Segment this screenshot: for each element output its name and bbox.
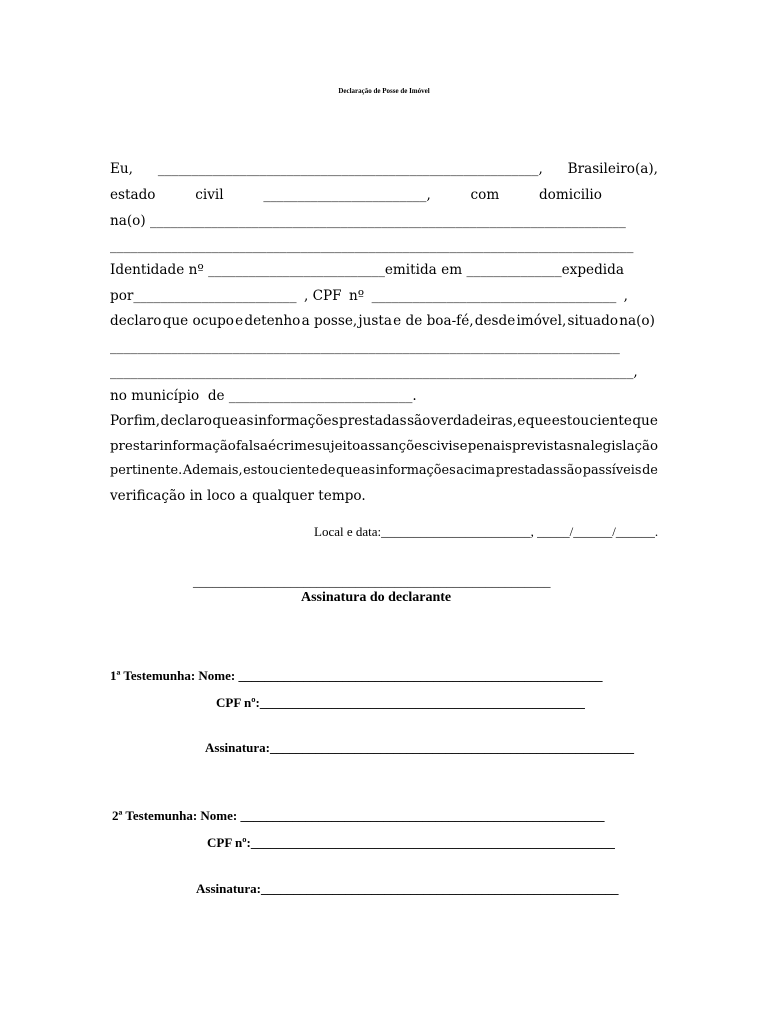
body-line-6 <box>110 290 628 304</box>
local-and-date: Local e data:_______________________, _____/______/______. <box>314 524 659 539</box>
signature-label: Assinatura do declarante <box>301 590 452 605</box>
word: ________________________________________________________, <box>157 161 543 177</box>
word: as <box>360 439 376 454</box>
word: e <box>235 313 244 329</box>
word: ________________________, <box>263 187 431 203</box>
body-line-3: na(o) ______________________________________________________________________ <box>110 213 626 229</box>
word: as <box>360 463 376 478</box>
body-line-12 <box>110 440 658 453</box>
word: Brasileiro(a), <box>567 161 658 177</box>
body-line-5 <box>110 264 624 278</box>
witness1-name: 1ª Testemunha: Nome: ________________________________________________________ <box>110 668 603 683</box>
word: nº <box>188 262 204 278</box>
body-line-4: _____________________________________________________________________________ <box>110 238 634 254</box>
body-line-2 <box>110 189 602 203</box>
word: estado <box>110 187 156 203</box>
word: ______________expedida <box>466 262 624 278</box>
word: informação <box>159 439 236 454</box>
word: e <box>459 439 468 454</box>
word: nº <box>348 288 365 304</box>
word: desde <box>474 313 516 329</box>
witness2-name: 2ª Testemunha: Nome: ________________________________________________________ <box>112 808 605 823</box>
body-line-7 <box>110 315 655 329</box>
word: de <box>642 463 658 478</box>
word: __________________________emitida <box>208 262 437 278</box>
word: declaro <box>160 413 212 429</box>
word: a posse, <box>301 313 358 329</box>
word: informações <box>253 413 339 429</box>
word: Por <box>110 413 134 429</box>
word: que <box>212 413 238 429</box>
word: ____________________________________ <box>371 288 617 304</box>
word: sujeito <box>315 439 361 454</box>
word: na <box>573 439 591 454</box>
word: sanções <box>375 439 429 454</box>
word: e <box>517 413 526 429</box>
signature-line: _______________________________________________________ <box>193 574 551 589</box>
word: imóvel, <box>516 313 567 329</box>
word: é <box>268 439 277 454</box>
word: crime <box>276 439 315 454</box>
body-line-10: no município de ___________________________. <box>110 388 417 404</box>
word: em <box>441 262 463 278</box>
word: declaro <box>110 313 162 329</box>
word: de <box>319 463 336 478</box>
witness2-signature: Assinatura:_______________________________________________________ <box>196 881 619 896</box>
word: falsa <box>235 439 268 454</box>
body-line-11 <box>110 415 658 429</box>
word: Identidade <box>110 262 185 278</box>
word: domicilio <box>538 187 602 203</box>
word: penais <box>467 439 512 454</box>
word: prestadas <box>339 413 407 429</box>
word: ciente <box>589 413 632 429</box>
word: detenho <box>244 313 301 329</box>
word: informações <box>375 463 456 478</box>
body-line-14: verificação in loco a qualquer tempo. <box>110 488 366 504</box>
word: prestadas <box>495 463 560 478</box>
word: as <box>238 413 254 429</box>
word: estou <box>551 413 590 429</box>
word: com <box>470 187 500 203</box>
witness2-cpf: CPF nº:________________________________________________________ <box>207 835 615 850</box>
word: que ocupo <box>162 313 234 329</box>
word: acima <box>456 463 496 478</box>
word: legislação <box>590 439 658 454</box>
word: pertinente. <box>110 463 183 478</box>
word: situado <box>567 313 619 329</box>
word: justa <box>358 313 392 329</box>
word: são <box>560 463 583 478</box>
word: e de boa-fé, <box>393 313 474 329</box>
word: por________________________ <box>110 288 297 304</box>
word: que <box>632 413 658 429</box>
body-line-8: ___________________________________________________________________________ <box>110 339 620 355</box>
witness1-signature: Assinatura:________________________________________________________ <box>205 740 635 755</box>
word: prestar <box>110 439 160 454</box>
document-title: Declaração de Posse de Imóvel <box>338 87 430 95</box>
word: , CPF <box>303 288 342 304</box>
word: na(o) <box>619 313 655 329</box>
word: que <box>525 413 552 429</box>
body-line-13 <box>110 465 658 478</box>
word: estou <box>243 463 279 478</box>
word: fim, <box>133 413 161 429</box>
word: passíveis <box>582 463 642 478</box>
body-line-9: _____________________________________________________________________________, <box>110 364 638 380</box>
word: , <box>623 288 628 304</box>
word: Eu, <box>110 161 133 177</box>
word: que <box>336 463 361 478</box>
word: ciente <box>279 463 320 478</box>
body-line-1 <box>110 163 658 177</box>
word: civil <box>195 187 224 203</box>
word: são <box>407 413 431 429</box>
word: previstas <box>511 439 574 454</box>
word: Ademais, <box>182 463 243 478</box>
word: verdadeiras, <box>430 413 517 429</box>
witness1-cpf: CPF nº:__________________________________________________ <box>216 695 585 710</box>
word: civis <box>429 439 460 454</box>
